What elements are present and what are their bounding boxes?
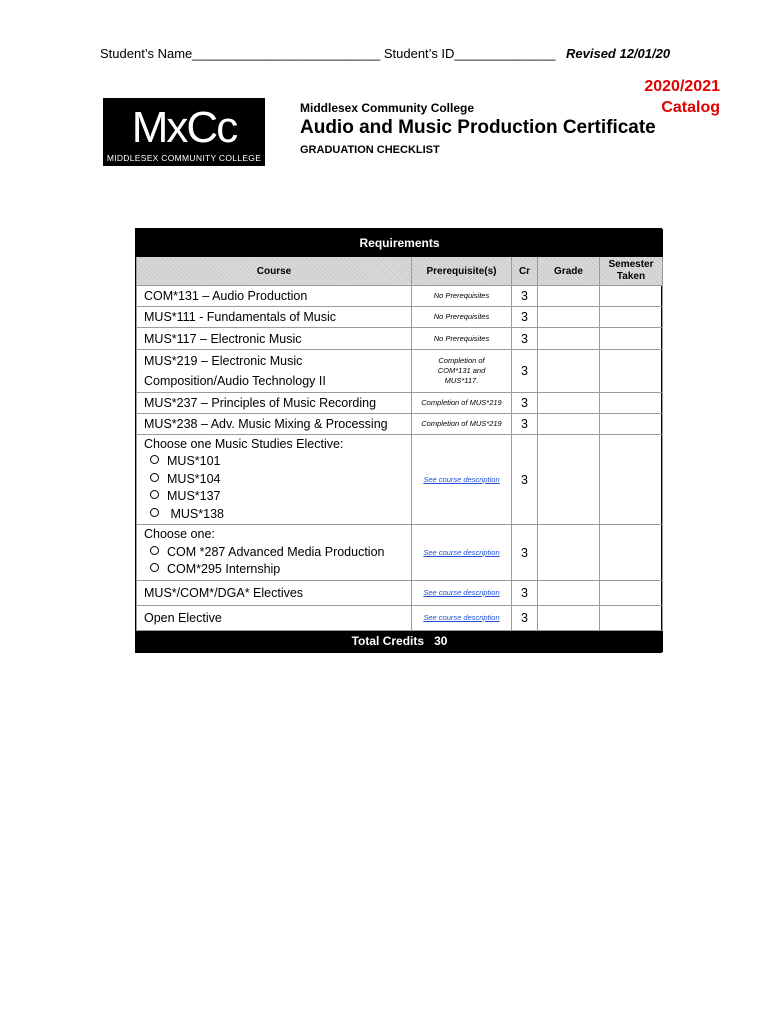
semester-cell[interactable] xyxy=(600,525,663,581)
grade-cell[interactable] xyxy=(538,393,600,414)
table-row xyxy=(137,606,663,631)
semester-cell[interactable] xyxy=(600,606,663,631)
course-line-1: MUS*219 – Electronic Music xyxy=(144,354,303,368)
student-name-id-line: Student’s Name__________________________ Student’s ID______________ xyxy=(100,46,556,61)
semester-cell[interactable] xyxy=(600,414,663,435)
catalog-year-text: 2020/2021 xyxy=(644,78,720,95)
radio-circle-icon[interactable] xyxy=(150,490,159,499)
credits-cell: 3 xyxy=(512,307,538,328)
col-grade: Grade xyxy=(538,257,600,286)
col-course: Course xyxy=(137,257,412,286)
choose-one-prompt: Choose one: xyxy=(144,527,215,542)
option-item[interactable]: MUS*104 xyxy=(144,471,411,489)
option-item[interactable]: COM *287 Advanced Media Production xyxy=(144,544,411,562)
credits-cell: 3 xyxy=(512,581,538,606)
total-credits-value: 30 xyxy=(434,634,448,648)
grade-cell[interactable] xyxy=(538,286,600,307)
col-semester-taken: Semester Taken xyxy=(600,257,663,286)
total-credits-row xyxy=(137,631,663,652)
prereq-cell: Completion of COM*131 and MUS*117. xyxy=(412,350,512,393)
col-credits: Cr xyxy=(512,257,538,286)
table-row xyxy=(137,393,663,414)
table-row xyxy=(137,581,663,606)
grade-cell[interactable] xyxy=(538,350,600,393)
semester-cell[interactable] xyxy=(600,350,663,393)
course-cell xyxy=(137,525,412,581)
course-description-link[interactable]: See course description xyxy=(423,547,500,557)
prereq-cell xyxy=(412,581,512,606)
semester-cell[interactable] xyxy=(600,328,663,350)
credits-cell: 3 xyxy=(512,350,538,393)
semester-cell[interactable] xyxy=(600,435,663,525)
col-prerequisites: Prerequisite(s) xyxy=(412,257,512,286)
table-row xyxy=(137,414,663,435)
course-description-link[interactable]: See course description xyxy=(423,474,500,484)
option-item[interactable]: COM*295 Internship xyxy=(144,561,411,579)
prereq-cell: No Prerequisites xyxy=(412,328,512,350)
credits-cell: 3 xyxy=(512,606,538,631)
semester-cell[interactable] xyxy=(600,286,663,307)
course-cell: MUS*237 – Principles of Music Recording xyxy=(137,393,412,414)
credits-cell: 3 xyxy=(512,328,538,350)
prereq-cell xyxy=(412,435,512,525)
course-description-link[interactable]: See course description xyxy=(423,613,500,622)
prereq-cell: No Prerequisites xyxy=(412,286,512,307)
requirements-heading: Requirements xyxy=(137,230,663,257)
grade-cell[interactable] xyxy=(538,414,600,435)
credits-cell: 3 xyxy=(512,435,538,525)
table-row xyxy=(137,328,663,350)
radio-circle-icon[interactable] xyxy=(150,546,159,555)
table-row xyxy=(137,307,663,328)
logo-mark: MxCc xyxy=(131,103,237,152)
table-row xyxy=(137,435,663,525)
grade-cell[interactable] xyxy=(538,435,600,525)
grade-cell[interactable] xyxy=(538,525,600,581)
course-cell: MUS*117 – Electronic Music xyxy=(137,328,412,350)
radio-circle-icon[interactable] xyxy=(150,563,159,572)
prereq-cell xyxy=(412,525,512,581)
requirements-table xyxy=(135,228,662,653)
radio-circle-icon[interactable] xyxy=(150,508,159,517)
option-item[interactable]: MUS*137 xyxy=(144,488,411,506)
course-cell xyxy=(137,350,412,393)
course-cell: MUS*/COM*/DGA* Electives xyxy=(137,581,412,606)
grade-cell[interactable] xyxy=(538,328,600,350)
total-credits-label: Total Credits xyxy=(351,634,425,648)
table-row xyxy=(137,350,663,393)
page-title: Audio and Music Production Certificate xyxy=(300,117,656,138)
grade-cell[interactable] xyxy=(538,581,600,606)
credits-cell: 3 xyxy=(512,286,538,307)
credits-cell: 3 xyxy=(512,393,538,414)
semester-cell[interactable] xyxy=(600,393,663,414)
course-line-2: Composition/Audio Technology II xyxy=(144,374,326,388)
prereq-cell: Completion of MUS*219 xyxy=(412,414,512,435)
course-cell: MUS*238 – Adv. Music Mixing & Processing xyxy=(137,414,412,435)
catalog-year xyxy=(616,76,720,118)
prereq-cell: No Prerequisites xyxy=(412,307,512,328)
credits-cell: 3 xyxy=(512,525,538,581)
college-name: Middlesex Community College xyxy=(300,101,475,115)
course-cell: MUS*111 - Fundamentals of Music xyxy=(137,307,412,328)
checklist-subtitle: GRADUATION CHECKLIST xyxy=(300,144,440,156)
table-row xyxy=(137,286,663,307)
grade-cell[interactable] xyxy=(538,307,600,328)
course-cell xyxy=(137,435,412,525)
semester-cell[interactable] xyxy=(600,581,663,606)
course-cell: Open Elective xyxy=(137,606,412,631)
prereq-cell xyxy=(412,606,512,631)
option-item[interactable]: MUS*138 xyxy=(144,506,411,524)
revised-date: Revised 12/01/20 xyxy=(566,46,671,61)
table-row xyxy=(137,525,663,581)
course-description-link[interactable]: See course description xyxy=(423,588,500,597)
column-header-row xyxy=(137,257,663,286)
prereq-cell: Completion of MUS*219 xyxy=(412,393,512,414)
option-item[interactable]: MUS*101 xyxy=(144,453,411,471)
radio-circle-icon[interactable] xyxy=(150,455,159,464)
credits-cell: 3 xyxy=(512,414,538,435)
college-logo xyxy=(103,98,265,166)
radio-circle-icon[interactable] xyxy=(150,473,159,482)
logo-subtitle: MIDDLESEX COMMUNITY COLLEGE xyxy=(106,153,262,163)
elective-prompt: Choose one Music Studies Elective: xyxy=(144,436,344,451)
catalog-label: Catalog xyxy=(661,99,720,116)
semester-cell[interactable] xyxy=(600,307,663,328)
course-cell: COM*131 – Audio Production xyxy=(137,286,412,307)
grade-cell[interactable] xyxy=(538,606,600,631)
